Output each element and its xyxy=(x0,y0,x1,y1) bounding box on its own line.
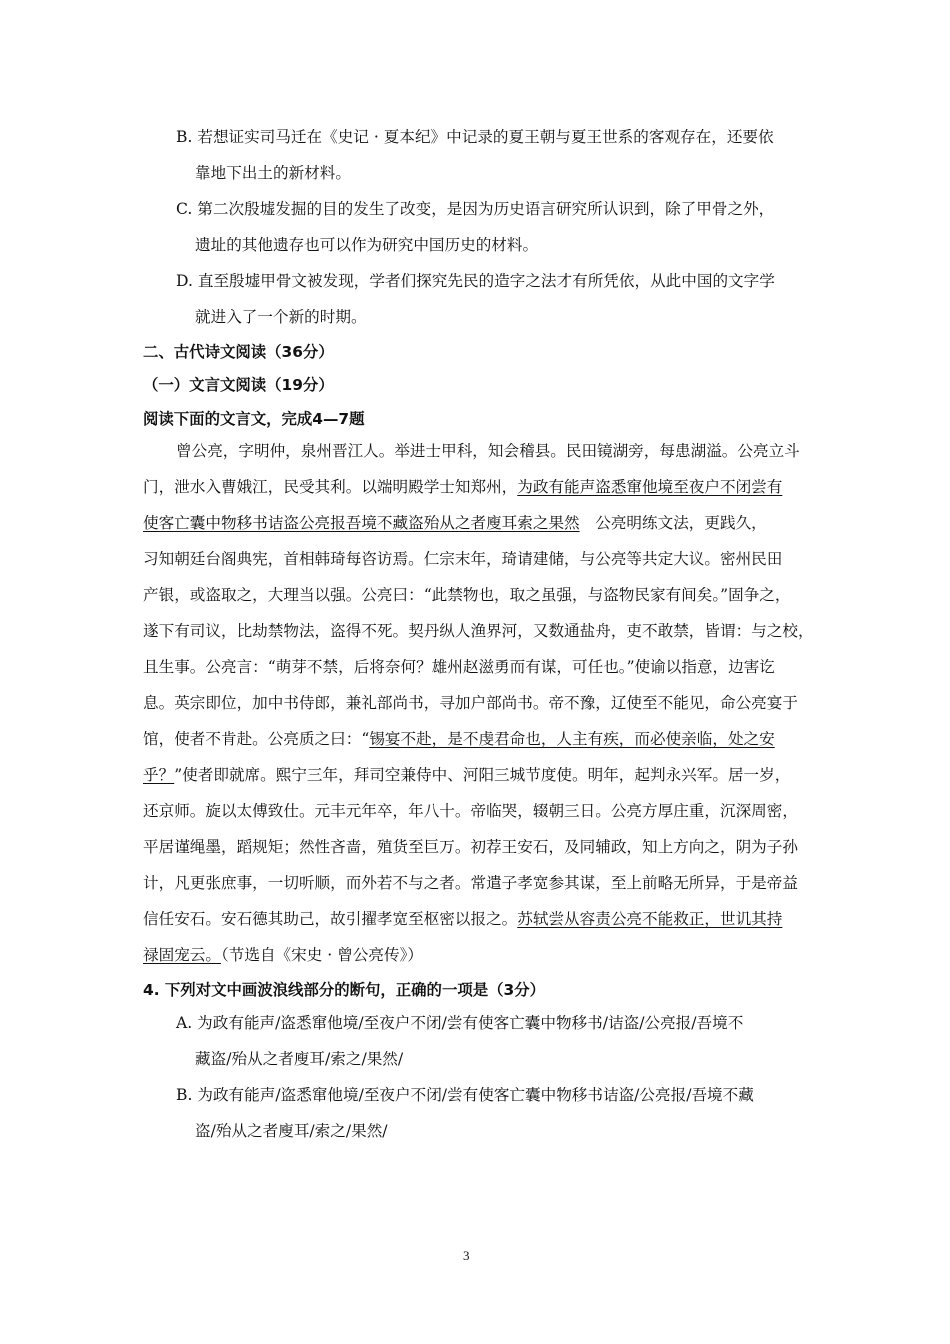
passage-line-10 xyxy=(143,765,790,785)
q4-option-b-line2: 盗/殆从之者廋耳/索之/果然/ xyxy=(195,1122,388,1140)
passage-line-12: 平居谨绳墨，蹈规矩；然性吝啬，殖货至巨万。初荐王安石，及同辅政，知上方向之，阴为子孙 xyxy=(143,838,798,856)
wavy-underlined-segment: 为政有能声盗悉窜他境至夜户不闭尝有 xyxy=(517,478,783,496)
question-4-stem: 4. 下列对文中画波浪线部分的断句，正确的一项是（3分） xyxy=(143,981,545,999)
passage-line-2 xyxy=(143,477,782,497)
underlined-segment: 锡宴不赴，是不虔君命也，人主有疾，而必使亲临，处之安 xyxy=(369,730,775,748)
passage-text: ”使者即就席。熙宁三年，拜司空兼侍中、河阳三城节度使。明年，起判永兴军。居一岁， xyxy=(174,766,791,784)
section-heading: 二、古代诗文阅读（36分） xyxy=(143,343,334,361)
q4-option-b-line1: B. 为政有能声/盗悉窜他境/至夜户不闭/尝有使客亡囊中物移书诘盗/公亮报/吾境不藏 xyxy=(176,1086,754,1104)
passage-line-9 xyxy=(143,729,775,749)
passage-instruction: 阅读下面的文言文，完成4—7题 xyxy=(143,410,365,428)
passage-text: 公亮明练文法，更践久， xyxy=(579,514,767,532)
underlined-segment: 禄固宠云。 xyxy=(143,946,221,964)
wavy-underlined-segment: 使客亡囊中物移书诘盗公亮报吾境不藏盗殆从之者廋耳索之果然 xyxy=(143,514,580,532)
passage-line-6: 遂下有司议，比劫禁物法，盗得不死。契丹纵人渔界河，又数通盐舟，吏不敢禁，皆谓：与之校， xyxy=(143,622,814,640)
q4-option-a-line2: 藏盗/殆从之者廋耳/索之/果然/ xyxy=(195,1050,404,1068)
page-number: 3 xyxy=(463,1248,470,1263)
passage-text: 馆，使者不肯赴。公亮质之曰：“ xyxy=(143,730,370,748)
option-c-line1: C. 第二次殷墟发掘的目的发生了改变，是因为历史语言研究所认识到，除了甲骨之外， xyxy=(176,200,775,218)
q4-option-a-line1: A. 为政有能声/盗悉窜他境/至夜户不闭/尝有使客亡囊中物移书/诘盗/公亮报/吾境不 xyxy=(176,1014,744,1032)
underlined-segment: 乎？ xyxy=(143,766,175,784)
passage-line-15 xyxy=(143,945,423,965)
passage-text: 门，泄水入曹娥江，民受其利。以端明殿学士知郑州， xyxy=(143,478,518,496)
passage-line-13: 计，凡更张庶事，一切听顺，而外若不与之者。常遣子孝宽参其谋，至上前略无所异，于是帝益 xyxy=(143,874,798,892)
option-b-line2: 靠地下出土的新材料。 xyxy=(195,164,351,182)
option-c-line2: 遗址的其他遗存也可以作为研究中国历史的材料。 xyxy=(195,236,539,254)
subsection-heading: （一）文言文阅读（19分） xyxy=(143,376,334,394)
passage-line-5: 产银，或盗取之，大理当以强。公亮曰：“此禁物也，取之虽强，与盗物民家有间矣。”固争之， xyxy=(143,586,791,604)
passage-line-11: 还京师。旋以太傅致仕。元丰元年卒，年八十。帝临哭，辍朝三日。公亮方厚庄重，沉深周密， xyxy=(143,802,798,820)
passage-line-8: 息。英宗即位，加中书侍郎，兼礼部尚书，寻加户部尚书。帝不豫，辽使至不能见，命公亮宴于 xyxy=(143,694,798,712)
option-d-line2: 就进入了一个新的时期。 xyxy=(195,308,367,326)
passage-line-1: 曾公亮，字明仲，泉州晋江人。举进士甲科，知会稽县。民田镜湖旁，每患湖溢。公亮立斗 xyxy=(176,442,800,460)
passage-line-3 xyxy=(143,513,767,533)
passage-line-14 xyxy=(143,909,782,929)
passage-line-7: 且生事。公亮言：“萌芽不禁，后将奈何？雄州赵滋勇而有谋，可任也。”使谕以指意，边害讫 xyxy=(143,658,775,676)
underlined-segment: 苏轼尝从容责公亮不能救正，世讥其持 xyxy=(517,910,783,928)
option-b-line1: B. 若想证实司马迁在《史记 · 夏本纪》中记录的夏王朝与夏王世系的客观存在，还要依 xyxy=(176,128,774,146)
option-d-line1: D. 直至殷墟甲骨文被发现，学者们探究先民的造字之法才有所凭依，从此中国的文字学 xyxy=(176,272,775,290)
passage-source: （节选自《宋史 · 曾公亮传》） xyxy=(220,946,423,964)
passage-line-4: 习知朝廷台阁典宪，首相韩琦每咨访焉。仁宗末年，琦请建储，与公亮等共定大议。密州民田 xyxy=(143,550,783,568)
passage-text: 信任安石。安石德其助己，故引擢孝宽至枢密以报之。 xyxy=(143,910,518,928)
